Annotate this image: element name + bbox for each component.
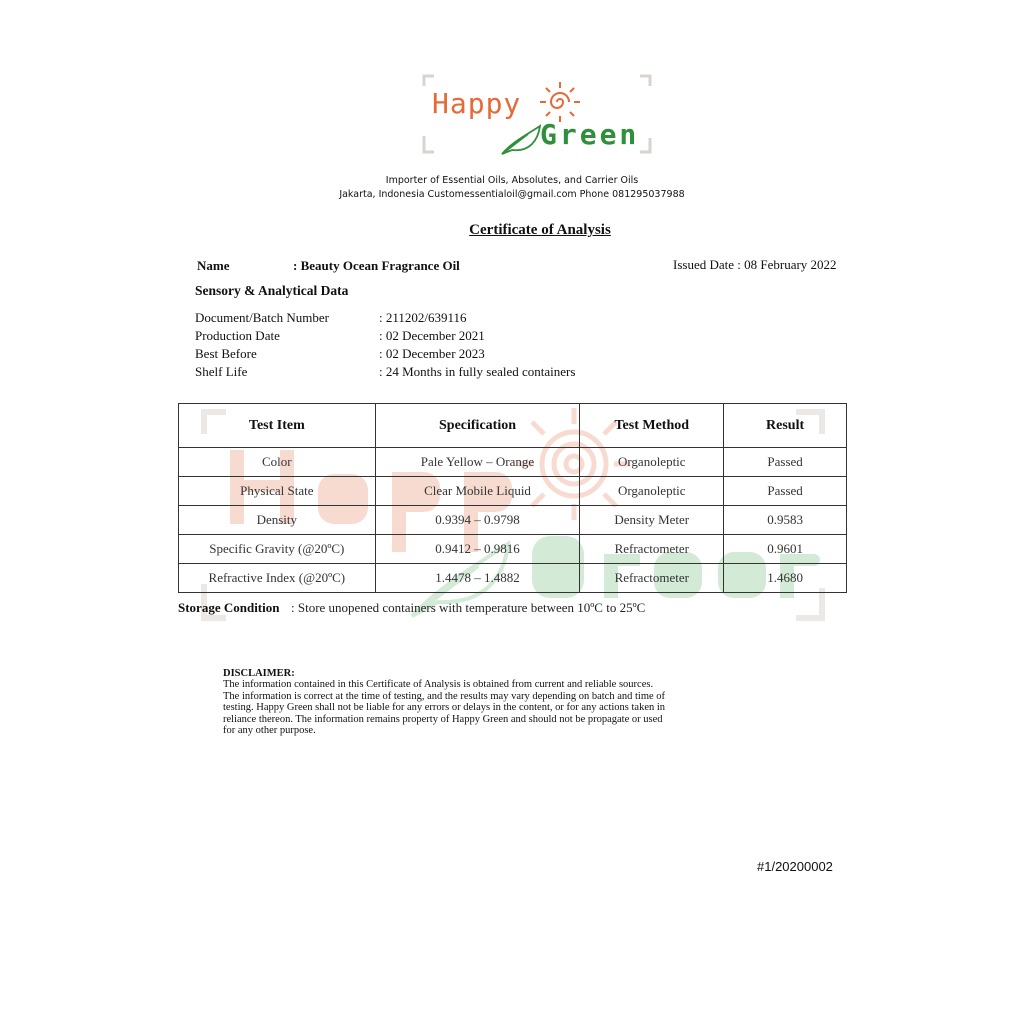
disclaimer-line: testing. Happy Green shall not be liable for any errors or delays in the content, or for any actions taken in xyxy=(223,702,666,714)
cell-result: 0.9601 xyxy=(724,535,847,564)
cell-test-item: Density xyxy=(179,506,376,535)
cell-test-method: Organoleptic xyxy=(580,448,724,477)
cell-specification: 1.4478 – 1.4882 xyxy=(375,564,580,593)
cell-specification: 0.9394 – 0.9798 xyxy=(375,506,580,535)
cell-result: 1.4680 xyxy=(724,564,847,593)
disclaimer-line: for any other purpose. xyxy=(223,725,316,737)
info-value-batch: : 211202/639116 xyxy=(379,310,467,325)
disclaimer-line: The information contained in this Certificate of Analysis is obtained from current and reliable sources. xyxy=(223,679,654,691)
cell-specification: Clear Mobile Liquid xyxy=(375,477,580,506)
info-label-shelf-life: Shelf Life xyxy=(195,364,248,379)
table-row xyxy=(179,535,847,564)
info-label-best-before: Best Before xyxy=(195,346,257,361)
info-value-best-before: : 02 December 2023 xyxy=(379,346,485,361)
cell-test-item: Specific Gravity (@20ºC) xyxy=(179,535,376,564)
leaf-icon xyxy=(502,126,540,154)
header-test-item: Test Item xyxy=(179,404,376,448)
storage-condition-label: Storage Condition xyxy=(178,600,280,615)
cell-test-method: Refractometer xyxy=(580,564,724,593)
info-value-shelf-life: : 24 Months in fully sealed containers xyxy=(379,364,576,379)
sun-icon xyxy=(540,82,580,122)
cell-test-item: Physical State xyxy=(179,477,376,506)
table-row xyxy=(179,506,847,535)
info-value-production: : 02 December 2021 xyxy=(379,328,485,343)
happy-green-logo xyxy=(420,72,654,158)
table-row xyxy=(179,448,847,477)
analysis-table xyxy=(178,403,847,593)
cell-result: Passed xyxy=(724,448,847,477)
table-row xyxy=(179,564,847,593)
cell-result: Passed xyxy=(724,477,847,506)
cell-test-method: Density Meter xyxy=(580,506,724,535)
cell-test-item: Refractive Index (@20ºC) xyxy=(179,564,376,593)
logo-word-happy: Happy xyxy=(432,87,522,120)
disclaimer xyxy=(223,668,743,736)
document-number: #1/20200002 xyxy=(757,859,833,874)
cell-result: 0.9583 xyxy=(724,506,847,535)
header-result: Result xyxy=(724,404,847,448)
document-title: Certificate of Analysis xyxy=(469,222,611,238)
info-label-batch: Document/Batch Number xyxy=(195,310,329,325)
product-name-label: Name xyxy=(197,258,230,273)
cell-specification: 0.9412 – 0.9816 xyxy=(375,535,580,564)
logo-word-green: Green xyxy=(540,118,640,151)
storage-condition-value: : Store unopened containers with temperature between 10ºC to 25ºC xyxy=(291,600,646,615)
cell-test-method: Organoleptic xyxy=(580,477,724,506)
table-header-row xyxy=(179,404,847,448)
company-tagline: Importer of Essential Oils, Absolutes, and Carrier Oils xyxy=(385,175,639,186)
disclaimer-heading: DISCLAIMER: xyxy=(223,668,295,679)
table-row xyxy=(179,477,847,506)
product-name-value: : Beauty Ocean Fragrance Oil xyxy=(293,258,460,273)
cell-specification: Pale Yellow – Orange xyxy=(375,448,580,477)
disclaimer-line: The information is correct at the time of testing, and the results may vary depending on batch and time of xyxy=(223,690,666,702)
section-title: Sensory & Analytical Data xyxy=(195,283,349,298)
header-test-method: Test Method xyxy=(580,404,724,448)
cell-test-method: Refractometer xyxy=(580,535,724,564)
header-specification: Specification xyxy=(375,404,580,448)
info-label-production: Production Date xyxy=(195,328,280,343)
company-contact: Jakarta, Indonesia Customessentialoil@gmail.com Phone 081295037988 xyxy=(339,189,685,200)
issued-date: Issued Date : 08 February 2022 xyxy=(673,257,837,272)
cell-test-item: Color xyxy=(179,448,376,477)
disclaimer-line: reliance thereon. The information remains property of Happy Green and should not be propagate or used xyxy=(223,713,663,725)
